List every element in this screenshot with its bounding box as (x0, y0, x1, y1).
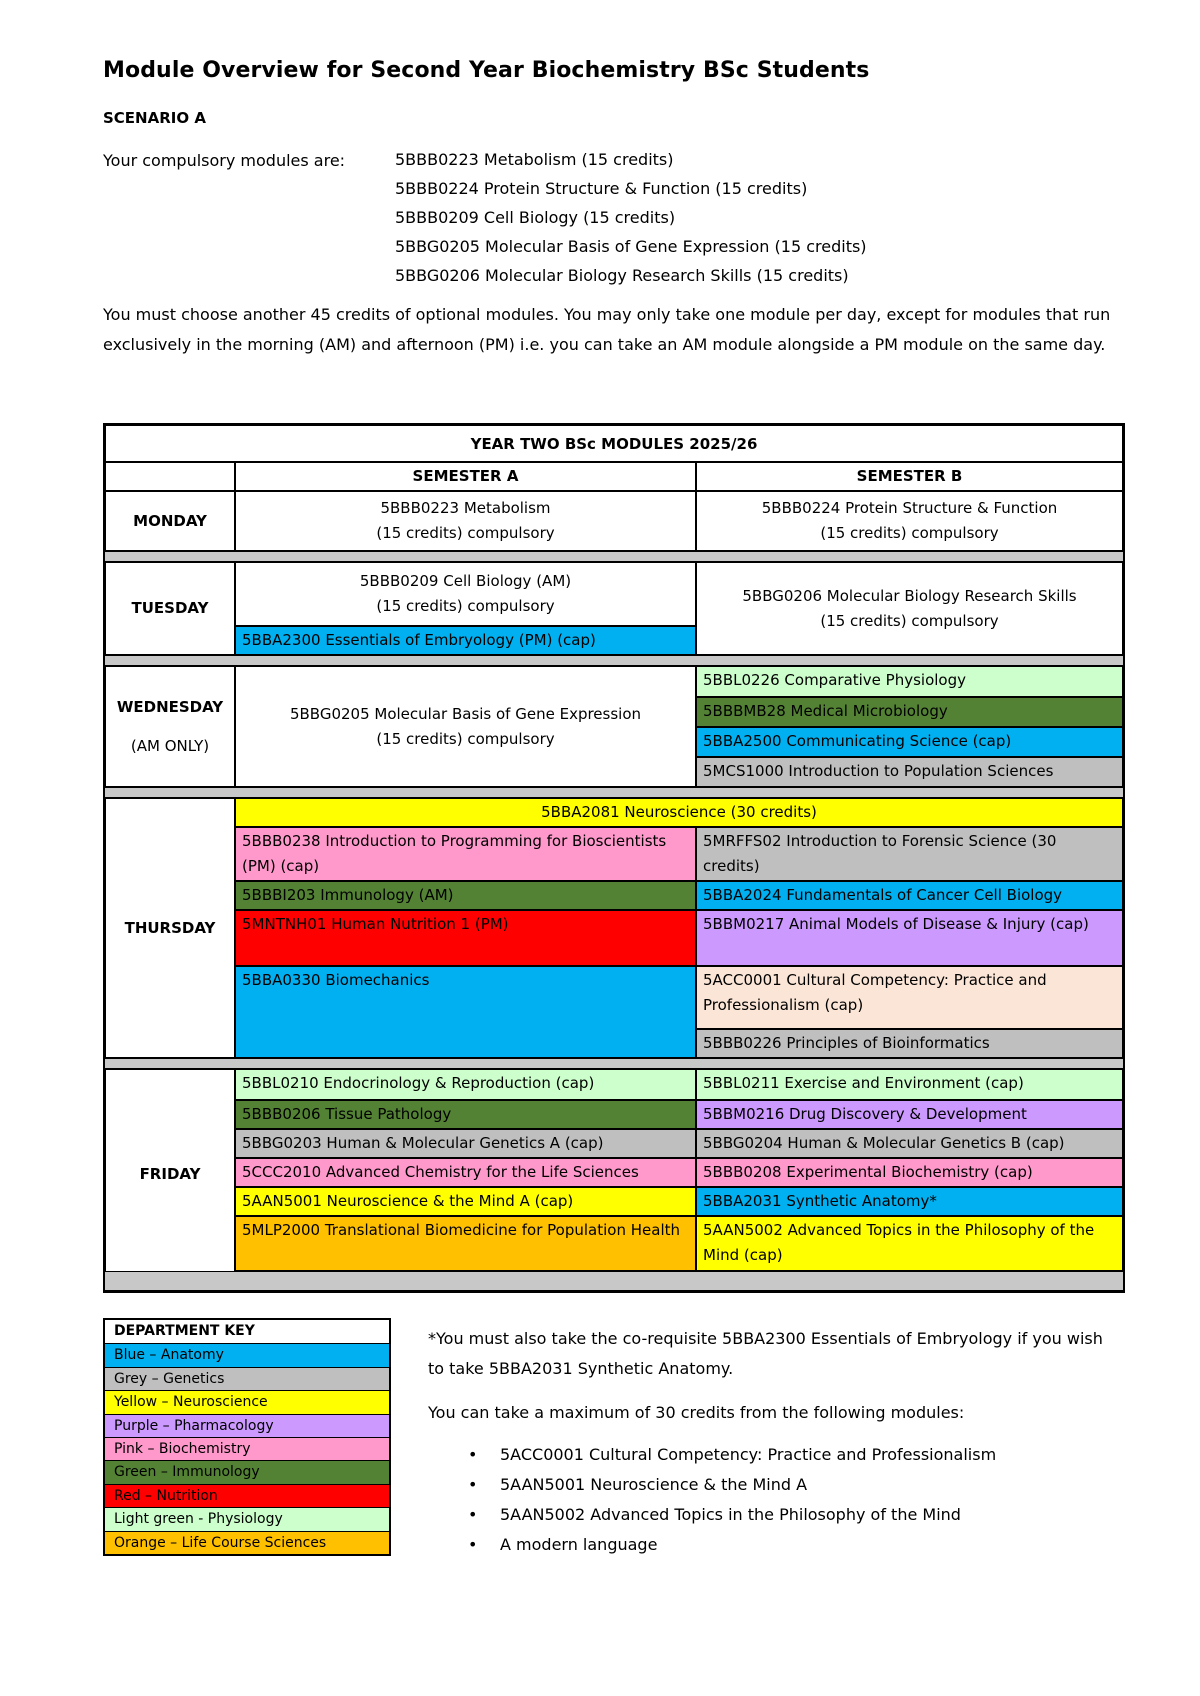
key-item-yellow: Yellow – Neuroscience (105, 1390, 389, 1413)
list-item: • 5ACC0001 Cultural Competency: Practice and Professionalism (468, 1440, 1118, 1470)
wednesday-sem-b-module: 5BBBMB28 Medical Microbiology (696, 697, 1123, 727)
thursday-sem-b-module: 5BBM0217 Animal Models of Disease & Injury (cap) (696, 910, 1123, 966)
thursday-sem-a-module: 5BBB0238 Introduction to Programming for Bioscientists (PM) (cap) (235, 827, 696, 881)
day-label: TUESDAY (131, 599, 209, 617)
compulsory-item: 5BBG0205 Molecular Basis of Gene Expression (15 credits) (395, 237, 867, 256)
module-credits: (15 credits) compulsory (820, 611, 999, 630)
day-thursday (105, 798, 235, 1058)
compulsory-item: 5BBG0206 Molecular Biology Research Skills (15 credits) (395, 266, 849, 285)
friday-sem-a-module: 5MLP2000 Translational Biomedicine for Population Health (235, 1216, 696, 1271)
list-item: • A modern language (468, 1530, 1118, 1560)
row-separator (105, 1271, 1123, 1291)
scenario-label: SCENARIO A (103, 109, 206, 127)
page-header (103, 58, 1123, 360)
wednesday-sem-a (235, 666, 696, 787)
key-item-green: Green – Immunology (105, 1460, 389, 1483)
module-name: 5BBB0209 Cell Biology (AM) (359, 572, 572, 590)
day-tuesday (105, 562, 235, 655)
semester-a-header: SEMESTER A (235, 462, 696, 491)
thursday-sem-a-module: 5MNTNH01 Human Nutrition 1 (PM) (235, 910, 696, 966)
wednesday-sem-b-module: 5MCS1000 Introduction to Population Sciences (696, 757, 1123, 787)
compulsory-item: 5BBB0224 Protein Structure & Function (15 credits) (395, 179, 808, 198)
friday-sem-b-module: 5BBL0211 Exercise and Environment (cap) (696, 1069, 1123, 1100)
module-name: 5BBB0223 Metabolism (380, 499, 551, 517)
max-credits-note: You can take a maximum of 30 credits from the following modules: (428, 1403, 965, 1422)
wednesday-sem-b-module: 5BBA2500 Communicating Science (cap) (696, 727, 1123, 757)
module-name: 5BBB0224 Protein Structure & Function (761, 499, 1058, 517)
thursday-sem-b-module: 5BBB0226 Principles of Bioinformatics (696, 1029, 1123, 1058)
module-name: 5BBG0206 Molecular Biology Research Skills (742, 586, 1077, 605)
intro-paragraph: You must choose another 45 credits of optional modules. You may only take one module per day, except for modules that run exclusively in the morning (AM) and afternoon (PM) i.e. you can take an AM module alongside a PM module on the same day. (103, 305, 1111, 354)
tuesday-sem-a-pm: 5BBA2300 Essentials of Embryology (PM) (cap) (235, 626, 696, 655)
module-name: 5BBG0205 Molecular Basis of Gene Expression (289, 704, 642, 723)
module-credits: (15 credits) compulsory (376, 729, 555, 748)
compulsory-label: Your compulsory modules are: (103, 151, 346, 170)
department-key (103, 1318, 391, 1556)
thursday-sem-b-module: 5MRFFS02 Introduction to Forensic Science (30 credits) (696, 827, 1123, 881)
tuesday-sem-b (696, 562, 1123, 655)
key-item-orange: Orange – Life Course Sciences (105, 1531, 389, 1554)
tuesday-sem-a (235, 562, 696, 626)
compulsory-modules (103, 151, 1123, 290)
monday-sem-a (235, 491, 696, 551)
day-friday (105, 1069, 235, 1280)
day-label: MONDAY (133, 511, 207, 530)
key-item-light-green: Light green - Physiology (105, 1507, 389, 1530)
row-separator (105, 655, 1123, 666)
compulsory-item: 5BBB0209 Cell Biology (15 credits) (395, 208, 676, 227)
thursday-sem-a-module: 5BBA0330 Biomechanics (235, 966, 696, 1058)
friday-sem-a-module: 5BBG0203 Human & Molecular Genetics A (cap) (235, 1129, 696, 1158)
key-item-red: Red – Nutrition (105, 1484, 389, 1507)
wednesday-sem-b-module: 5BBL0226 Comparative Physiology (696, 666, 1123, 697)
row-separator (105, 1058, 1123, 1069)
thursday-full-width-module: 5BBA2081 Neuroscience (30 credits) (235, 798, 1123, 827)
list-item: • 5AAN5001 Neuroscience & the Mind A (468, 1470, 1118, 1500)
key-item-pink: Pink – Biochemistry (105, 1437, 389, 1460)
row-separator (105, 551, 1123, 562)
module-credits: (15 credits) compulsory (376, 524, 555, 542)
monday-sem-b (696, 491, 1123, 551)
notes (428, 1324, 1118, 1560)
friday-sem-a-module: 5BBL0210 Endocrinology & Reproduction (cap) (235, 1069, 696, 1100)
friday-sem-a-module: 5AAN5001 Neuroscience & the Mind A (cap) (235, 1187, 696, 1216)
row-separator (105, 787, 1123, 798)
day-label: THURSDAY (124, 918, 216, 937)
module-credits: (15 credits) compulsory (376, 597, 555, 615)
day-label: FRIDAY (139, 1165, 201, 1183)
corequisite-note: *You must also take the co-requisite 5BBA2300 Essentials of Embryology if you wish to take 5BBA2031 Synthetic Anatomy. (428, 1329, 1103, 1378)
page-title: Module Overview for Second Year Biochemistry BSc Students (103, 58, 870, 83)
header-blank (105, 462, 235, 491)
thursday-sem-b-module: 5BBA2024 Fundamentals of Cancer Cell Biology (696, 881, 1123, 910)
key-item-grey: Grey – Genetics (105, 1367, 389, 1390)
key-item-purple: Purple – Pharmacology (105, 1414, 389, 1437)
day-label: WEDNESDAY (116, 697, 224, 716)
friday-sem-b-module: 5BBG0204 Human & Molecular Genetics B (cap) (696, 1129, 1123, 1158)
friday-sem-b-module: 5BBA2031 Synthetic Anatomy* (696, 1187, 1123, 1216)
friday-sem-b-module: 5BBB0208 Experimental Biochemistry (cap) (696, 1158, 1123, 1187)
friday-sem-a-module: 5BBB0206 Tissue Pathology (235, 1100, 696, 1129)
key-item-blue: Blue – Anatomy (105, 1343, 389, 1366)
friday-sem-b-module: 5BBM0216 Drug Discovery & Development (696, 1100, 1123, 1129)
timetable-title: YEAR TWO BSc MODULES 2025/26 (105, 425, 1123, 462)
key-title: DEPARTMENT KEY (105, 1320, 389, 1343)
list-item: • 5AAN5002 Advanced Topics in the Philosophy of the Mind (468, 1500, 1118, 1530)
thursday-sem-b-module: 5ACC0001 Cultural Competency: Practice and Professionalism (cap) (696, 966, 1123, 1029)
day-wednesday (105, 666, 235, 787)
compulsory-item: 5BBB0223 Metabolism (15 credits) (395, 150, 674, 169)
semester-b-header: SEMESTER B (696, 462, 1123, 491)
thursday-sem-a-module: 5BBBI203 Immunology (AM) (235, 881, 696, 910)
compulsory-list (395, 151, 867, 290)
capped-modules-list (428, 1440, 1118, 1560)
module-credits: (15 credits) compulsory (820, 524, 999, 542)
day-note: (AM ONLY) (130, 736, 210, 755)
day-monday (105, 491, 235, 551)
friday-sem-b-module: 5AAN5002 Advanced Topics in the Philosophy of the Mind (cap) (696, 1216, 1123, 1271)
timetable (103, 423, 1125, 1293)
friday-sem-a-module: 5CCC2010 Advanced Chemistry for the Life Sciences (235, 1158, 696, 1187)
